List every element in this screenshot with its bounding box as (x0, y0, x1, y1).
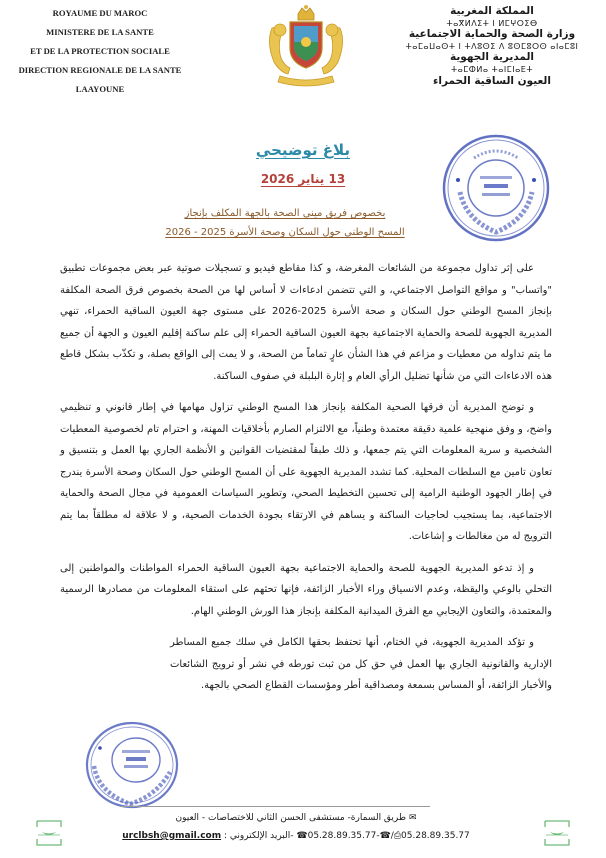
ar-ministry: وزارة الصحة والحماية الاجتماعية (408, 29, 576, 41)
arabic-letterhead (392, 6, 592, 87)
subject-line-1: بخصوص فريق ميني الصحة بالجهة المكلف بإنجاز (184, 208, 386, 219)
document-body (60, 258, 552, 707)
footer-address: طريق السمارة- مستشفى الحسن الثاني للاختصاصات - العيون (175, 813, 407, 823)
fr-direction: DIRECTION REGIONALE DE LA SANTE (18, 65, 182, 75)
ar-directorate: المديرية الجهوية (449, 52, 535, 64)
moroccan-emblem-icon (258, 4, 354, 88)
ar-region: العيون الساقية الحمراء (433, 75, 551, 87)
paragraph-2: و توضح المديرية أن فرقها الصحية المكلفة بإنجاز هذا المسح الوطني تزاول مهامها في إطار قانوني و تنظيمي واضح، و وفق منهجية علمية دقيقة معتمدة وطنياً، مع الالتزام الصارم بأخلاقيات المهنة، و احترام تام لخصوصية المعطيات الشخصية و سرية المعلومات التي يتم جمعها، و ذلك طبقاً لمقتضيات القوانين و الأنظمة الجاري بها العمل و بتنسيق و تعاون تامين مع السلطات المحلية. كما تشدد المديرية الجهوية على أن المسح الوطني حول السكان وصحة الأسرة يندرج في إطار الجهود الوطنية الرامية إلى تحسين التخطيط الصحي، وتطوير السياسات العمومية في مجال الصحة والحماية الاجتماعية، بما يستجيب لحاجيات الساكنة و يساهم في الارتقاء بجودة الخدمات الصحية، و لا علاقة له مطلقاً بما يتم الترويج له من مغالطات و إشاعات. (60, 402, 552, 542)
envelope-icon: ✉ (408, 813, 417, 823)
paragraph-4: و تؤكد المديرية الجهوية، في الختام، أنها تحتفظ بحقها الكامل في سلك جميع المساطر الإدارية والقانونية الجاري بها العمل في حق كل من ثبت تورطه في نشر أو ترويج الشائعات والأخبار الزائفة، أو المساس بسمعة ومصداقية أطر ومؤسسات القطاع الصحي بالجهة. (170, 637, 552, 691)
footer-email-label: -البريد الإلكتروني : (223, 831, 294, 841)
fr-kingdom: ROYAUME DU MAROC (52, 8, 148, 18)
tifinagh-ministry: ⵜⴰⵎⴰⵡⴰⵙⵜ ⵏ ⵜⴷⵓⵙⵉ ⴷ ⵓⵙⵎⵓⵔⵙ ⴰⵏⴰⵎⵓⵏ (405, 41, 579, 51)
fr-ministry-2: ET DE LA PROTECTION SOCIALE (30, 46, 170, 56)
tifinagh-kingdom: ⵜⴰⴳⵍⴷⵉⵜ ⵏ ⵍⵎⵖⵔⵉⴱ (446, 18, 538, 28)
fax-icon: ⎙ (393, 831, 402, 841)
phone-icon-2: ☎ (379, 831, 391, 841)
title-text: بلاغ توضيحي (255, 141, 351, 159)
crescent-logo-right-icon (544, 820, 570, 846)
subject-line-2: المسح الوطني حول السكان وصحة الأسرة 2025 - 2026 (165, 227, 405, 238)
official-stamp-icon (440, 132, 552, 244)
document-subject (140, 204, 430, 242)
fr-city: LAAYOUNE (75, 84, 125, 94)
footer (96, 809, 496, 845)
french-letterhead (0, 4, 200, 99)
footer-phone: 05.28.89.35.77 (307, 831, 377, 841)
tifinagh-directorate: ⵜⴰⵎⵀⵍⴰ ⵜⴰⵏⵎⵏⴰⴹⵜ (451, 64, 533, 74)
phone-icon: ☎ (296, 831, 308, 841)
official-stamp-bottom-icon (84, 720, 180, 810)
footer-address-row (96, 809, 496, 827)
crescent-logo-left-icon (36, 820, 62, 846)
paragraph-3: و إذ تدعو المديرية الجهوية للصحة والحماية الاجتماعية بجهة العيون الساقية الحمراء المواطنات والمواطنين إلى التحلي بالوعي واليقظة، وعدم الانسياق وراء الأخبار الزائفة، فإنها تحثهم على استقاء المعلومات من مصادرها الرسمية والمعتمدة، والتعاون الإيجابي مع الفرق الميدانية المكلفة بإنجاز هذا الورش الوطني الهام. (60, 562, 552, 617)
fr-ministry: MINISTERE DE LA SANTE (46, 27, 154, 37)
footer-email-link[interactable]: urclbsh@gmail.com (122, 831, 222, 841)
footer-contact-row: urclbsh@gmail.com -البريد الإلكتروني : ☎05.28.89.35.77-☎/⎙05.28.89.35.77 (122, 831, 470, 841)
ar-kingdom: المملكة المغربية (450, 6, 534, 17)
paragraph-1: على إثر تداول مجموعة من الشائعات المغرضة، و كذا مقاطع فيديو و تسجيلات صوتية عبر بعض مجموعات تطبيق "واتساب" و مواقع التواصل الاجتماعي، و التي تتضمن ادعاءات لا أساس لها من الصحة بخصوص فرق الصحة المكلفة بإنجاز المسح الوطني حول السكان و صحة الأسرة 2025-2026 على مستوى جهة العيون الساقية الحمراء، تنهي المديرية الجهوية للصحة والحماية الاجتماعية بجهة العيون الساقية الحمراء إلى علم ساكنة إقليم العيون و الجهة أن جميع ما يتم تداوله من معطيات و مزاعم في هذا الشأن عارٍ تماماً من الصحة، و لا يمت إلى الواقع بصلة، و تكذّب بشكل قاطع هذه الادعاءات التي من شأنها تضليل الرأي العام و إثارة البلبلة في صفوف الساكنة. (60, 263, 553, 382)
date-text: 13 يناير 2026 (260, 172, 346, 186)
footer-fax: 05.28.89.35.77 (401, 831, 470, 841)
footer-divider (120, 806, 430, 807)
